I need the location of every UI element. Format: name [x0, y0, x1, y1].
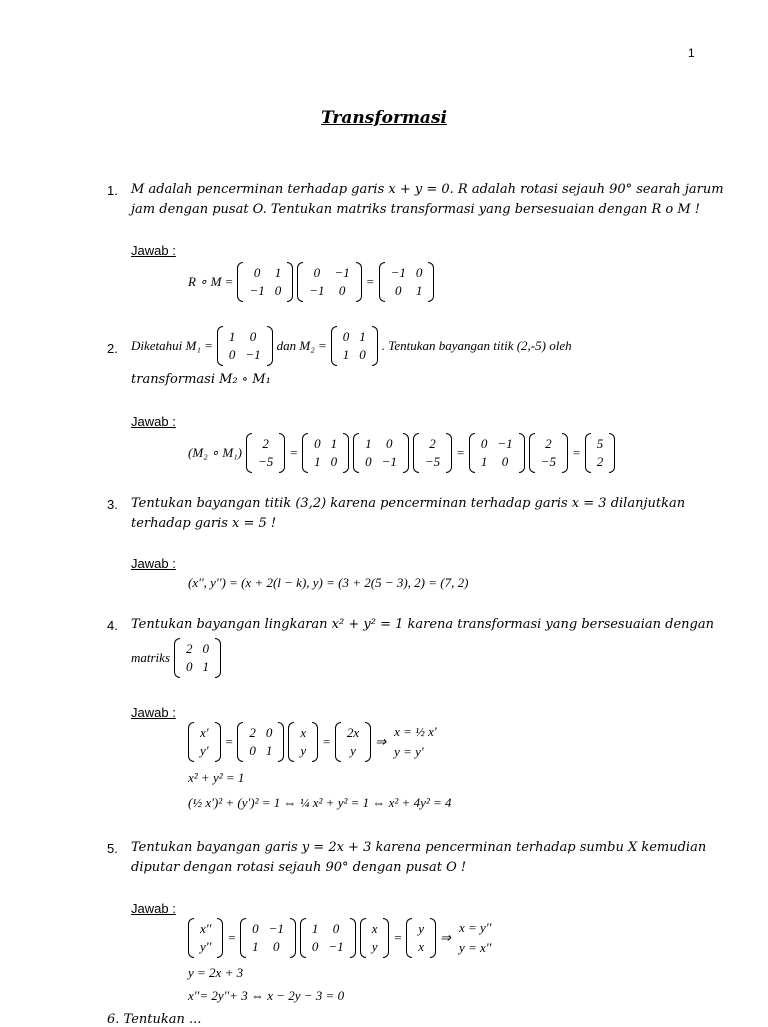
q2-text-b: dan M₂ =	[276, 338, 327, 353]
matrix-cell: 1	[365, 436, 372, 451]
q2-vector-3	[529, 433, 568, 473]
q4-answer-label: Jawab :	[131, 705, 176, 720]
implies-sign: ⇒	[375, 734, 387, 749]
matrix-cell: 0	[330, 454, 338, 469]
equals-sign: =	[456, 445, 465, 460]
matrix-cell: 0	[480, 436, 488, 451]
matrix-cell: 1	[274, 265, 282, 280]
matrix-cell: 0	[252, 921, 259, 936]
matrix-cell: −5	[424, 454, 441, 469]
matrix-cell: x'	[200, 725, 209, 740]
matrix-cell: x	[300, 725, 307, 740]
matrix-cell: −1	[390, 265, 406, 280]
matrix-cell: 5	[596, 436, 604, 451]
matrix-cell: 0	[274, 283, 282, 298]
matrix-cell: −1	[249, 283, 265, 298]
equals-sign: =	[224, 734, 234, 749]
q1-matrix-3	[379, 262, 435, 302]
equals-sign: =	[322, 734, 331, 749]
matrix-cell: 0	[332, 921, 340, 936]
matrix-cell: 1	[359, 329, 366, 344]
q5-reflection-matrix	[300, 918, 356, 958]
matrix-cell: 0	[249, 743, 256, 758]
q4-matriks-word: matriks	[131, 650, 170, 665]
matrix-cell: 0	[202, 641, 209, 656]
q5-vector-xy	[360, 918, 390, 958]
matrix-cell: 0	[365, 454, 372, 469]
q4-answer-row3: (½ x')² + (y')² = 1 ⇔ ¼ x² + y² = 1 ⇔ x² + 4y² = 4	[188, 795, 452, 810]
q4-vector-result	[335, 722, 371, 762]
q5-line1: Tentukan bayangan garis y = 2x + 3 karena pencerminan terhadap sumbu X kemudian	[131, 840, 707, 855]
matrix-cell: 0	[265, 725, 273, 740]
q4-answer-row2: x² + y² = 1	[188, 770, 245, 785]
matrix-cell: y	[418, 921, 425, 936]
q2-line2: transformasi M₂ ∘ M₁	[131, 372, 271, 387]
matrix-cell: 0	[228, 347, 236, 362]
matrix-cell: 0	[501, 454, 509, 469]
matrix-cell: y'	[200, 743, 209, 758]
matrix-cell: 2	[186, 641, 193, 656]
equals-sign: =	[289, 445, 299, 460]
matrix-cell: 2	[262, 436, 269, 451]
matrix-cell: −1	[328, 939, 344, 954]
q5-number: 5.	[107, 841, 118, 856]
q3-line1: Tentukan bayangan titik (3,2) karena pencerminan terhadap garis x = 3 dilanjutkan	[131, 496, 686, 511]
q5-text	[131, 838, 706, 878]
matrix-cell: 2	[429, 436, 436, 451]
matrix-cell: x	[371, 921, 378, 936]
q5-result-1: x = y''	[458, 920, 492, 935]
q2-vector-4	[585, 433, 616, 473]
q1-line2: jam dengan pusat O. Tentukan matriks transformasi yang bersesuaian dengan R o M !	[131, 202, 701, 217]
q3-answer-label: Jawab :	[131, 556, 176, 571]
matrix-cell: 2	[249, 725, 256, 740]
matrix-cell: −1	[381, 454, 397, 469]
q4-matrix	[174, 638, 221, 678]
q1-line1: M adalah pencerminan terhadap garis x + y = 0. R adalah rotasi sejauh 90° searah jarum	[131, 182, 724, 197]
q4-line2	[131, 638, 221, 678]
matrix-cell: 1	[202, 659, 209, 674]
q1-text	[131, 180, 724, 220]
q2-vector-1	[246, 433, 285, 473]
q1-matrix-1	[237, 262, 293, 302]
matrix-cell: 0	[311, 939, 319, 954]
page-number: 1	[688, 46, 695, 60]
matrix-cell: 0	[186, 659, 193, 674]
matrix-cell: 1	[311, 921, 319, 936]
q5-line2: diputar dengan rotasi sejauh 90° dengan pusat O !	[131, 860, 467, 875]
q2-vector-2	[413, 433, 452, 473]
matrix-cell: 2	[545, 436, 552, 451]
matrix-cell: 2	[596, 454, 604, 469]
q5-result-system	[459, 918, 491, 958]
q3-number: 3.	[107, 497, 118, 512]
matrix-cell: y	[300, 743, 307, 758]
matrix-cell: −1	[245, 347, 261, 362]
q4-vector-xy	[288, 722, 318, 762]
matrix-cell: −1	[268, 921, 284, 936]
equals-sign: =	[571, 445, 581, 460]
matrix-cell: 0	[394, 283, 402, 298]
matrix-cell: 0	[314, 436, 321, 451]
page-title: Transformasi	[321, 108, 447, 128]
q2-matrix-4	[353, 433, 409, 473]
equals-sign: =	[365, 274, 375, 289]
matrix-cell: 1	[228, 329, 236, 344]
q2-matrix-5	[469, 433, 525, 473]
q1-answer	[188, 262, 434, 302]
equals-sign: =	[227, 930, 237, 945]
q5-vector-double-prime	[188, 918, 223, 958]
q4-vector-prime	[188, 722, 221, 762]
q2-text-a: Diketahui M₁ =	[131, 338, 213, 353]
q2-matrix-3	[302, 433, 349, 473]
q2-text-c: . Tentukan bayangan titik (2,-5) oleh	[381, 338, 572, 353]
q1-answer-label: Jawab :	[131, 243, 176, 258]
q5-answer-label: Jawab :	[131, 901, 176, 916]
matrix-cell: −1	[497, 436, 513, 451]
q2-matrix-m1	[217, 326, 273, 366]
q4-answer-matrix	[237, 722, 284, 762]
matrix-cell: 0	[273, 939, 280, 954]
matrix-cell: −5	[540, 454, 556, 469]
matrix-cell: 1	[342, 347, 350, 362]
matrix-cell: 0	[313, 265, 321, 280]
matrix-cell: x	[418, 939, 425, 954]
q4-number: 4.	[107, 618, 118, 633]
q2-number: 2.	[107, 341, 118, 356]
q5-vector-result	[406, 918, 436, 958]
q3-answer: (x'', y'') = (x + 2(l − k), y) = (3 + 2(5 − 3), 2) = (7, 2)	[188, 575, 469, 590]
matrix-cell: 1	[480, 454, 488, 469]
q4-result-1: x = ½ x'	[394, 724, 437, 739]
matrix-cell: x''	[200, 921, 212, 936]
q1-lhs: R ∘ M =	[188, 274, 234, 289]
q5-answer-row1	[188, 918, 491, 958]
q6-partial-line: 6. Tentukan ...	[107, 1012, 202, 1027]
matrix-cell: 1	[415, 283, 423, 298]
q2-lhs: (M₂ ∘ M₁)	[188, 445, 242, 460]
q5-result-2: y = x''	[458, 940, 492, 955]
q2-matrix-m2	[331, 326, 378, 366]
q1-matrix-2	[297, 262, 362, 302]
q2-answer	[188, 433, 615, 473]
matrix-cell: −1	[334, 265, 350, 280]
matrix-cell: 0	[359, 347, 366, 362]
q2-answer-label: Jawab :	[131, 414, 176, 429]
matrix-cell: 0	[338, 283, 346, 298]
matrix-cell: −5	[258, 454, 274, 469]
q1-number: 1.	[107, 183, 118, 198]
matrix-cell: 0	[342, 329, 350, 344]
matrix-cell: 0	[249, 329, 257, 344]
matrix-cell: y''	[200, 939, 212, 954]
matrix-cell: 2x	[346, 725, 360, 740]
matrix-cell: −1	[309, 283, 325, 298]
matrix-cell: 1	[330, 436, 338, 451]
matrix-cell: 0	[253, 265, 261, 280]
q5-answer-row3: x''= 2y''+ 3 ⇔ x − 2y − 3 = 0	[188, 988, 345, 1003]
implies-sign: ⇒	[440, 930, 451, 945]
matrix-cell: y	[350, 743, 356, 758]
q2-line1	[131, 326, 572, 366]
matrix-cell: y	[371, 939, 378, 954]
q3-text	[131, 494, 685, 534]
q4-line1: Tentukan bayangan lingkaran x² + y² = 1 karena transformasi yang bersesuaian dengan	[131, 617, 714, 632]
q5-rotation-matrix	[240, 918, 296, 958]
q3-line2: terhadap garis x = 5 !	[131, 516, 277, 531]
q4-result-2: y = y'	[394, 744, 424, 759]
matrix-cell: 1	[252, 939, 259, 954]
matrix-cell: 1	[314, 454, 321, 469]
matrix-cell: 0	[415, 265, 423, 280]
q4-answer-row1	[188, 722, 437, 762]
matrix-cell: 0	[385, 436, 393, 451]
q5-answer-row2: y = 2x + 3	[188, 965, 244, 980]
q4-result-system	[394, 722, 437, 762]
equals-sign: =	[393, 930, 403, 945]
matrix-cell: 1	[265, 743, 273, 758]
